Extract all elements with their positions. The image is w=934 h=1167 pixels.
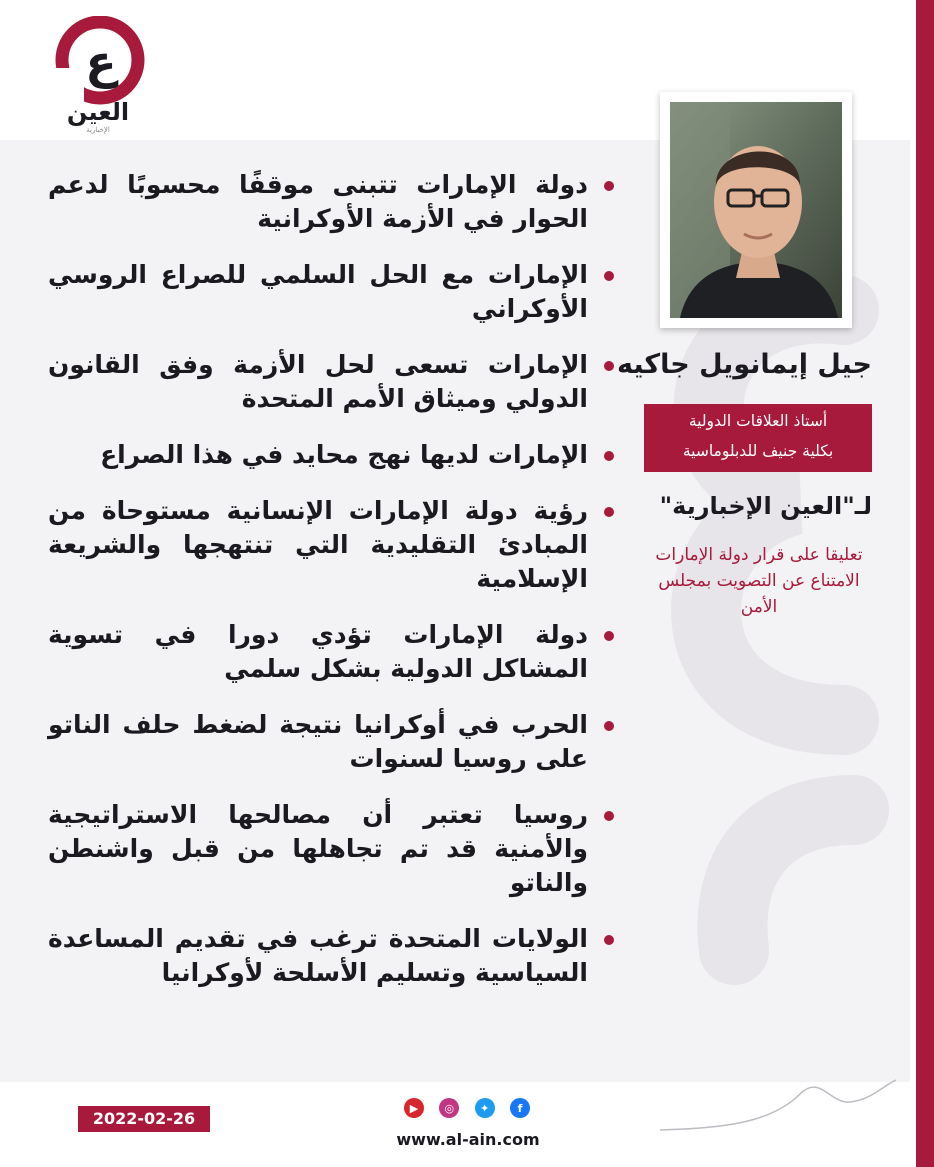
bullet-dot bbox=[604, 451, 614, 461]
statement-text: دولة الإمارات تؤدي دورا في تسوية المشاكل الدولية بشكل سلمي bbox=[48, 620, 588, 683]
bullet-dot bbox=[604, 811, 614, 821]
person-portrait bbox=[670, 102, 842, 318]
role-line-2: بكلية جنيف للدبلوماسية bbox=[682, 442, 834, 460]
statement-text: الحرب في أوكرانيا نتيجة لضغط حلف الناتو على روسيا لسنوات bbox=[48, 710, 588, 773]
statement-item bbox=[48, 168, 622, 236]
statement-item bbox=[48, 618, 622, 686]
statement-text: الإمارات لديها نهج محايد في هذا الصراع bbox=[100, 440, 588, 469]
brand-subtitle: الإخبارية bbox=[86, 126, 110, 134]
instagram-icon[interactable]: ◎ bbox=[439, 1098, 459, 1118]
statement-item bbox=[48, 494, 622, 596]
bullet-dot bbox=[604, 181, 614, 191]
facebook-icon[interactable]: f bbox=[510, 1098, 530, 1118]
brand-name: العين bbox=[66, 98, 130, 126]
statement-item bbox=[48, 438, 622, 472]
edge-stripe bbox=[916, 0, 934, 1167]
logo-glyph: ع bbox=[85, 35, 117, 89]
youtube-icon[interactable]: ▶ bbox=[404, 1098, 424, 1118]
footer-decoration bbox=[660, 1074, 900, 1134]
bullet-dot bbox=[604, 631, 614, 641]
bullet-dot bbox=[604, 721, 614, 731]
statement-item bbox=[48, 708, 622, 776]
context-text: تعليقا على قرار دولة الإمارات الامتناع عن التصويت بمجلس الأمن bbox=[655, 545, 863, 617]
bullet-dot bbox=[604, 271, 614, 281]
bullet-dot bbox=[604, 507, 614, 517]
quote-source: لـ"العين الإخبارية" bbox=[659, 492, 872, 520]
statements-list bbox=[48, 168, 622, 1012]
person-name: جيل إيمانويل جاكيه bbox=[616, 349, 872, 380]
statement-text: الولايات المتحدة ترغب في تقديم المساعدة السياسية وتسليم الأسلحة لأوكرانيا bbox=[48, 924, 588, 987]
statement-item bbox=[48, 798, 622, 900]
website-link[interactable]: www.al-ain.com bbox=[396, 1130, 540, 1149]
statement-text: الإمارات تسعى لحل الأزمة وفق القانون الدولي وميثاق الأمم المتحدة bbox=[48, 350, 588, 413]
statement-item bbox=[48, 258, 622, 326]
role-line-1: أستاذ العلاقات الدولية bbox=[688, 412, 828, 430]
statement-text: رؤية دولة الإمارات الإنسانية مستوحاة من المبادئ التقليدية التي تنتهجها والشريعة الإسلامية bbox=[48, 496, 588, 593]
statement-item bbox=[48, 922, 622, 990]
statement-text: الإمارات مع الحل السلمي للصراع الروسي الأوكراني bbox=[48, 260, 588, 323]
statement-item bbox=[48, 348, 622, 416]
statement-text: روسيا تعتبر أن مصالحها الاستراتيجية والأمنية قد تم تجاهلها من قبل واشنطن والناتو bbox=[48, 800, 588, 897]
social-links bbox=[404, 1098, 530, 1120]
twitter-icon[interactable]: ✦ bbox=[475, 1098, 495, 1118]
bullet-dot bbox=[604, 935, 614, 945]
statement-text: دولة الإمارات تتبنى موقفًا محسوبًا لدعم الحوار في الأزمة الأوكرانية bbox=[48, 170, 588, 233]
bullet-dot bbox=[604, 361, 614, 371]
date-badge: 2022-02-26 bbox=[78, 1106, 210, 1132]
